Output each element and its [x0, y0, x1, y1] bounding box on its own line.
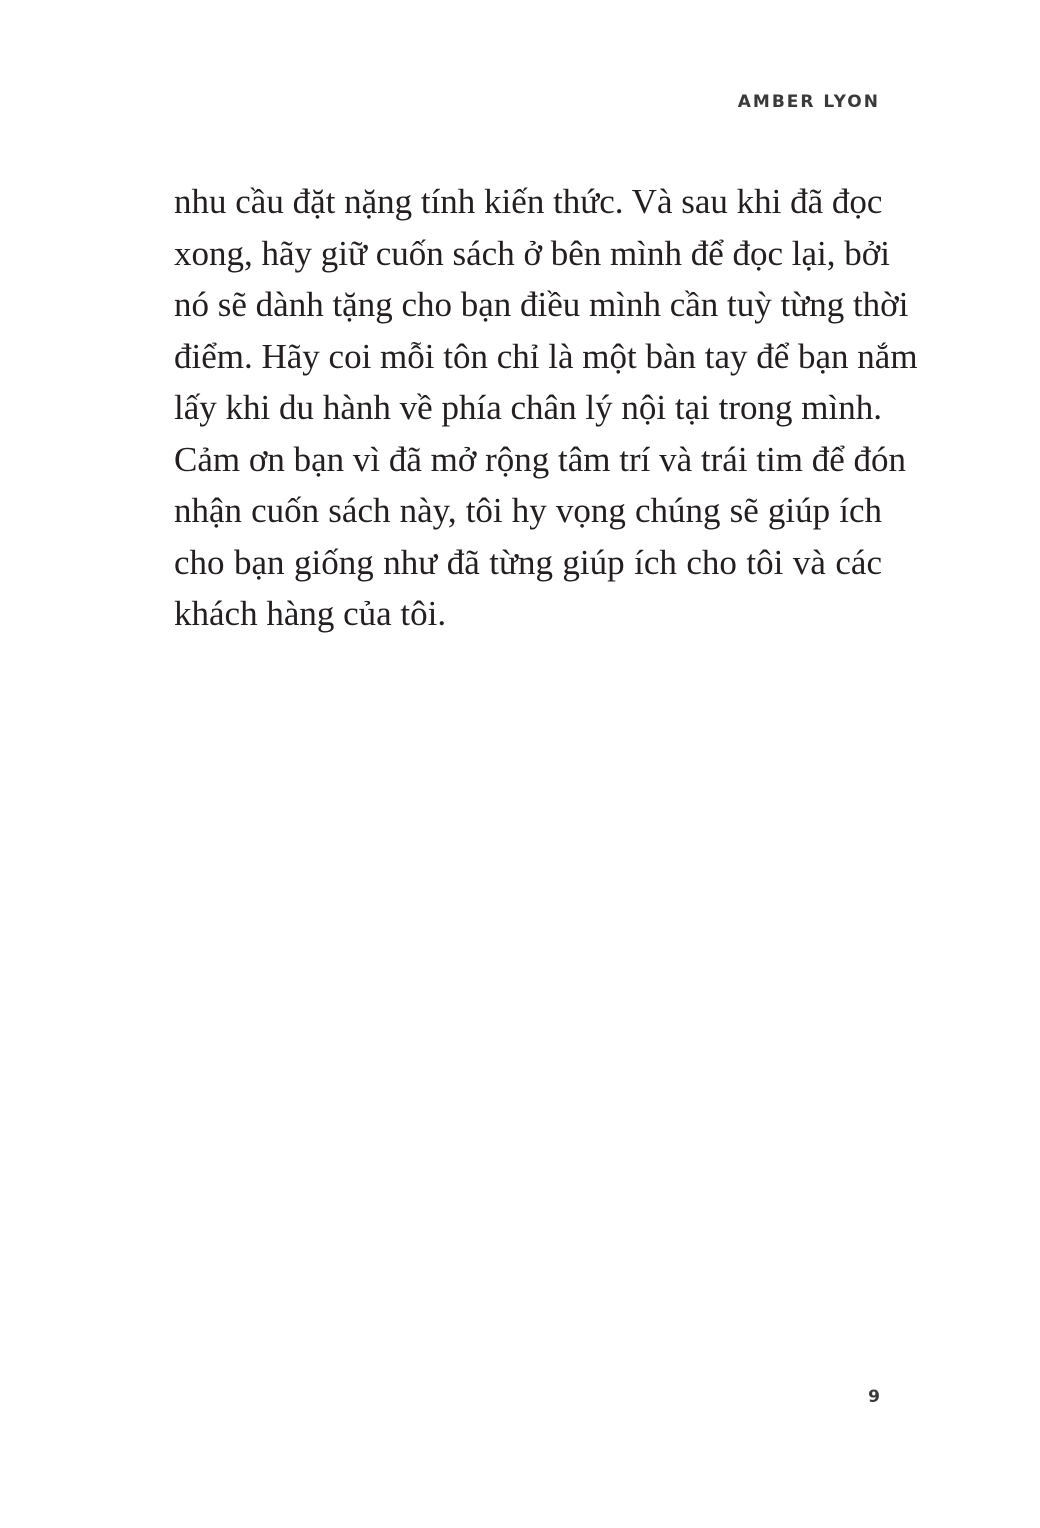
text-line: xong, hãy giữ cuốn sách ở bên mình để đọc lại, bởi: [174, 233, 890, 273]
text-line: điểm. Hãy coi mỗi tôn chỉ là một bàn tay để bạn nắm: [174, 336, 918, 376]
running-header-author: AMBER LYON: [737, 92, 880, 112]
text-line: nhận cuốn sách này, tôi hy vọng chúng sẽ giúp ích: [174, 491, 882, 530]
page-number: 9: [868, 1387, 880, 1407]
text-line: Cảm ơn bạn vì đã mở rộng tâm trí và trái tim để đón: [174, 439, 907, 479]
text-line: nhu cầu đặt nặng tính kiến thức. Và sau khi đã đọc: [174, 182, 883, 221]
text-line-last: khách hàng của tôi.: [174, 594, 447, 633]
text-line: lấy khi du hành về phía chân lý nội tại trong mình.: [174, 388, 882, 427]
body-text: [174, 176, 918, 640]
text-line: nó sẽ dành tặng cho bạn điều mình cần tuỳ từng thời: [174, 285, 909, 324]
text-line: cho bạn giống như đã từng giúp ích cho tôi và các: [174, 542, 882, 582]
